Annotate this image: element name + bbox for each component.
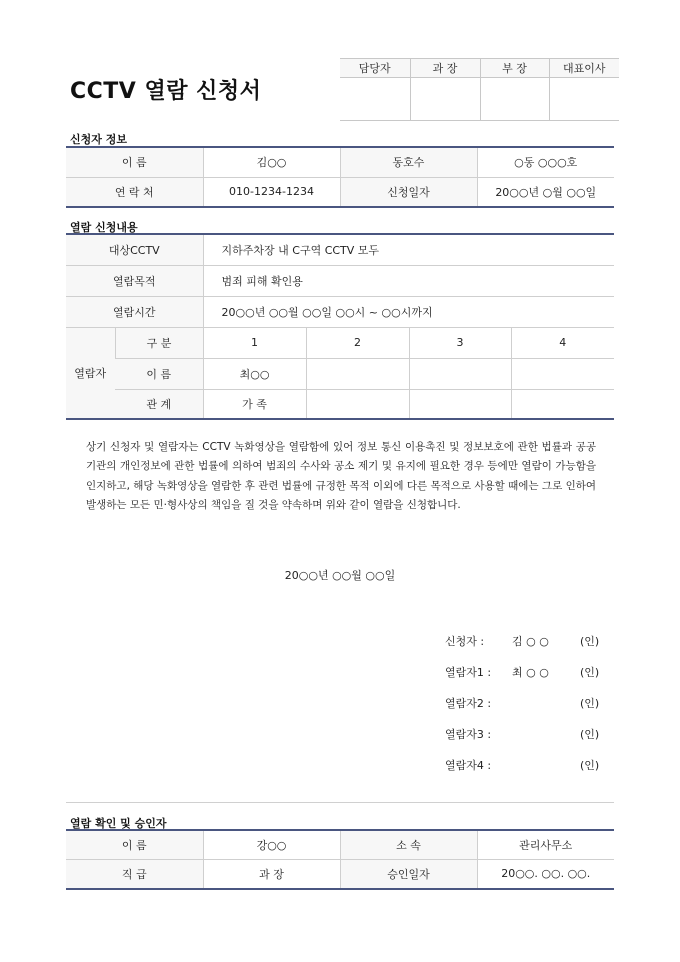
- viewer-relation-label: 관 계: [115, 389, 203, 419]
- approver-section-label: 열람 확인 및 승인자: [70, 817, 167, 830]
- viewer-name-1[interactable]: 최○○: [203, 358, 306, 389]
- viewer-column-3: 3: [409, 327, 511, 358]
- approver-dept-value[interactable]: 관리사무소: [477, 830, 614, 859]
- signature-name[interactable]: 최 ○ ○: [512, 666, 549, 679]
- viewer-relation-4[interactable]: [511, 389, 614, 419]
- applicant-section-label: 신청자 정보: [70, 133, 127, 146]
- purpose-value[interactable]: 범죄 피해 확인용: [203, 265, 614, 296]
- signature-label: 신청자 :: [445, 635, 485, 648]
- signature-seal[interactable]: (인): [580, 635, 600, 648]
- viewer-column-1: 1: [203, 327, 306, 358]
- approver-name-value[interactable]: 강○○: [203, 830, 340, 859]
- signature-name[interactable]: 김 ○ ○: [512, 635, 549, 648]
- viewer-label: 열람자: [66, 327, 115, 419]
- section-divider: [66, 802, 614, 803]
- approval-sign-staff[interactable]: [340, 78, 410, 121]
- viewer-column-2: 2: [306, 327, 409, 358]
- page-title: CCTV 열람 신청서: [70, 79, 262, 104]
- viewer-relation-3[interactable]: [409, 389, 511, 419]
- applicant-unit-value[interactable]: ○동 ○○○호: [477, 147, 614, 177]
- signature-row: [445, 695, 605, 711]
- signature-seal[interactable]: (인): [580, 728, 600, 741]
- viewer-name-4[interactable]: [511, 358, 614, 389]
- request-table: [66, 233, 614, 420]
- applicant-name-label: 이 름: [66, 147, 203, 177]
- viewer-name-2[interactable]: [306, 358, 409, 389]
- viewer-name-label: 이 름: [115, 358, 203, 389]
- approve-date-value[interactable]: 20○○. ○○. ○○.: [477, 859, 614, 889]
- applicant-contact-label: 연 락 처: [66, 177, 203, 207]
- applicant-date-label: 신청일자: [340, 177, 477, 207]
- approver-rank-value[interactable]: 과 장: [203, 859, 340, 889]
- viewer-relation-2[interactable]: [306, 389, 409, 419]
- approval-sign-ceo[interactable]: [549, 78, 619, 121]
- signature-seal[interactable]: (인): [580, 666, 600, 679]
- approver-table: [66, 829, 614, 890]
- signature-row: [445, 664, 605, 680]
- time-value[interactable]: 20○○년 ○○월 ○○일 ○○시 ~ ○○시까지: [203, 296, 614, 327]
- time-label: 열람시간: [66, 296, 203, 327]
- signature-label: 열람자4 :: [445, 759, 492, 772]
- signature-row: [445, 757, 605, 773]
- signature-label: 열람자1 :: [445, 666, 492, 679]
- signature-seal[interactable]: (인): [580, 759, 600, 772]
- approval-header-director: 부 장: [480, 59, 549, 78]
- signature-seal[interactable]: (인): [580, 697, 600, 710]
- applicant-contact-value[interactable]: 010-1234-1234: [203, 177, 340, 207]
- approver-rank-label: 직 급: [66, 859, 203, 889]
- signature-row: [445, 633, 605, 649]
- signature-label: 열람자3 :: [445, 728, 492, 741]
- applicant-unit-label: 동호수: [340, 147, 477, 177]
- viewer-name-3[interactable]: [409, 358, 511, 389]
- viewer-column-4: 4: [511, 327, 614, 358]
- signature-label: 열람자2 :: [445, 697, 492, 710]
- approver-dept-label: 소 속: [340, 830, 477, 859]
- viewer-type-label: 구 분: [115, 327, 203, 358]
- approval-header-manager: 과 장: [410, 59, 480, 78]
- approve-date-label: 승인일자: [340, 859, 477, 889]
- request-section-label: 열람 신청내용: [70, 221, 138, 234]
- viewer-relation-1[interactable]: 가 족: [203, 389, 306, 419]
- approval-sign-director[interactable]: [480, 78, 549, 121]
- approval-box: [340, 58, 619, 121]
- target-cctv-value[interactable]: 지하주차장 내 C구역 CCTV 모두: [203, 234, 614, 265]
- applicant-name-value[interactable]: 김○○: [203, 147, 340, 177]
- statement-text: 상기 신청자 및 열람자는 CCTV 녹화영상을 열람함에 있어 정보 통신 이용촉진 및 정보보호에 관한 법률과 공공기관의 개인정보에 관한 법률에 의하여 범죄의 수사와 공소 제기 및 유지에 필요한 경우 등에만 열람이 가능함을 인지하고, 해당 녹화영상을 열람한 후 관련 법률에 규정한 목적 이외에 다른 목적으로 사용할 때에는 그로 인하여 발생하는 모든 민·형사상의 책임을 질 것을 약속하며 위와 같이 열람을 신청합니다.: [86, 441, 596, 512]
- target-cctv-label: 대상CCTV: [66, 234, 203, 265]
- signature-row: [445, 726, 605, 742]
- approval-header-staff: 담당자: [340, 59, 410, 78]
- approval-sign-manager[interactable]: [410, 78, 480, 121]
- applicant-date-value[interactable]: 20○○년 ○월 ○○일: [477, 177, 614, 207]
- purpose-label: 열람목적: [66, 265, 203, 296]
- applicant-table: [66, 146, 614, 208]
- approval-header-ceo: 대표이사: [549, 59, 619, 78]
- sign-date: 20○○년 ○○월 ○○일: [284, 569, 396, 582]
- approver-name-label: 이 름: [66, 830, 203, 859]
